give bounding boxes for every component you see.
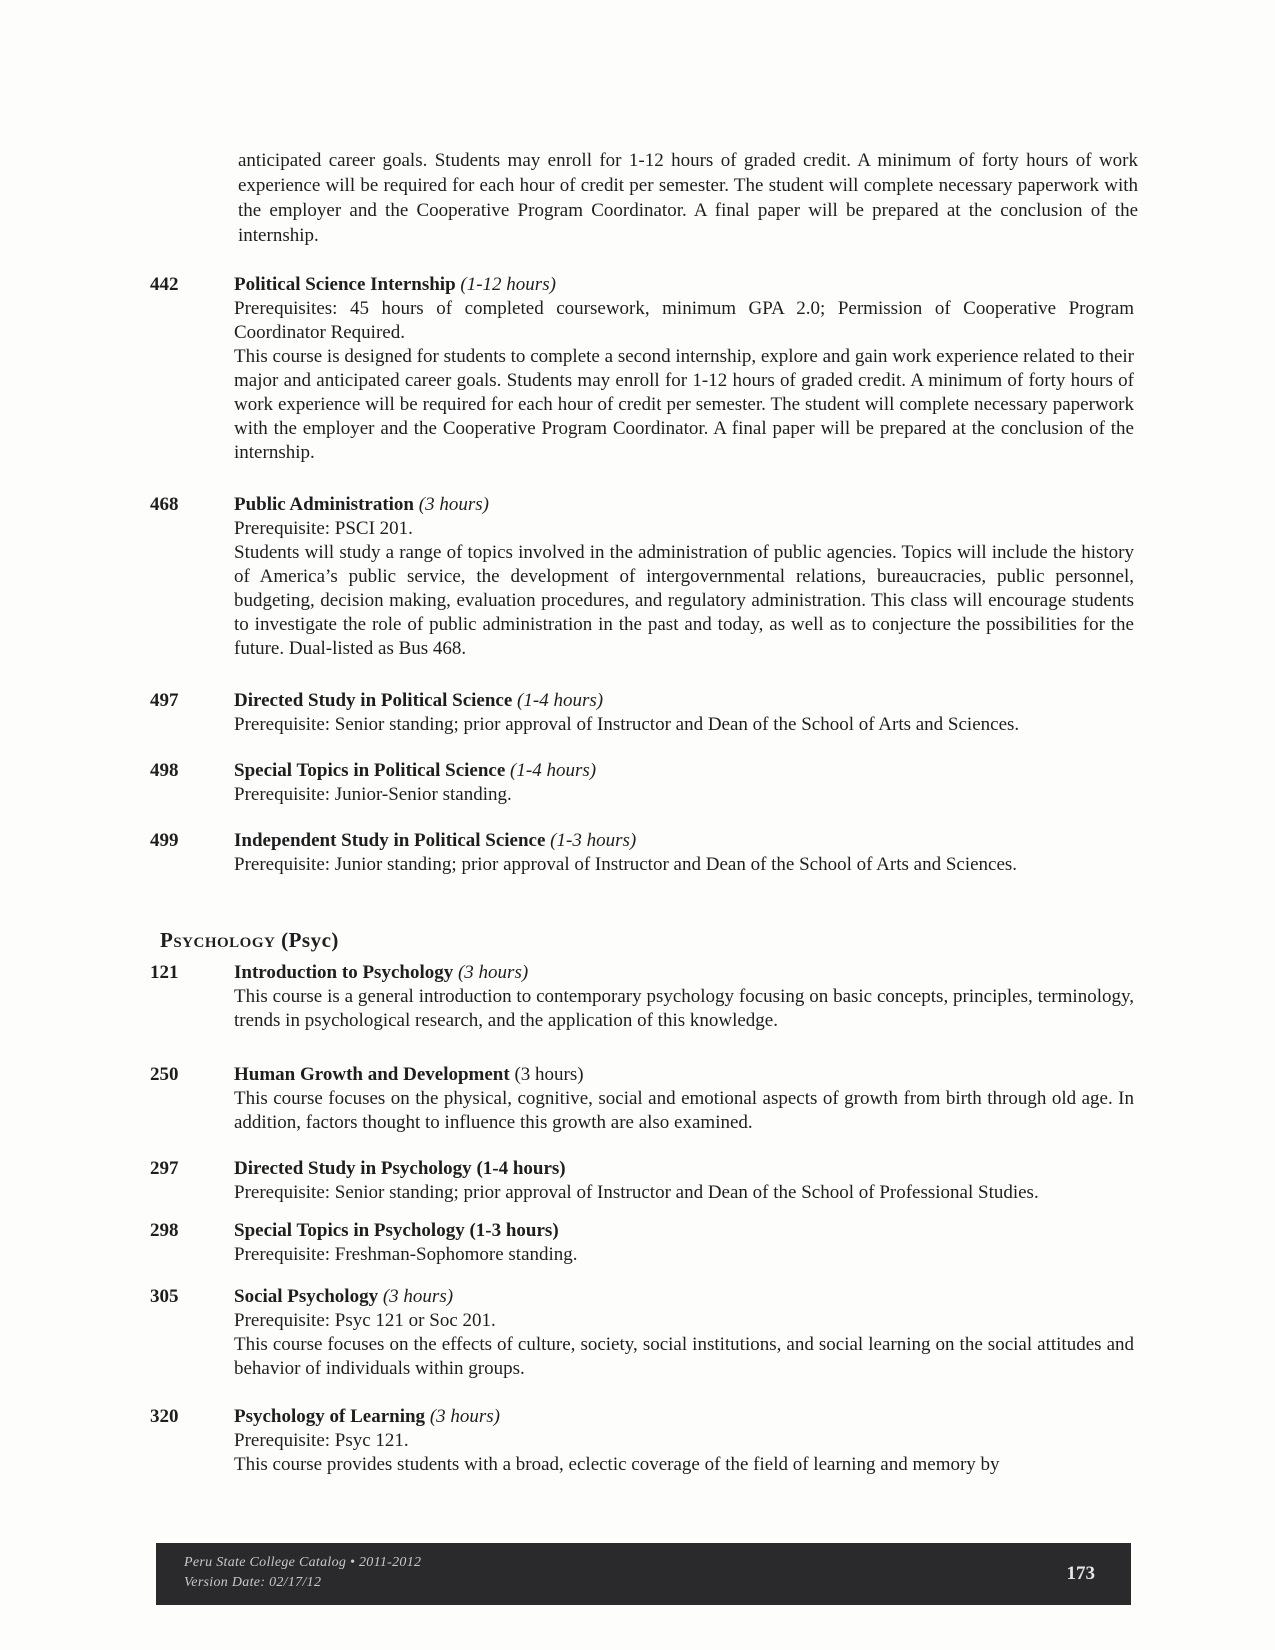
course-title-line — [234, 1218, 1134, 1243]
course-hours: (1-4 hours) — [510, 760, 597, 781]
course-title: Directed Study in Psychology — [234, 1158, 472, 1179]
course-number: 442 — [150, 274, 179, 295]
page-number: 173 — [1066, 1563, 1095, 1584]
course-description: This course focuses on the physical, cognitive, social and emotional aspects of growth from birth through old age. In addition, factors thought to influence this growth are also examined. — [234, 1088, 1134, 1133]
course-title-line — [234, 272, 1134, 297]
course-title: Directed Study in Political Science — [234, 690, 513, 711]
course-title-line — [234, 492, 1134, 517]
course-title: Political Science Internship — [234, 274, 456, 295]
course-hours: (3 hours) — [382, 1286, 454, 1307]
course-number: 468 — [150, 494, 179, 515]
course-title: Public Administration — [234, 494, 414, 515]
footer-version-date: Version Date: 02/17/12 — [184, 1575, 322, 1590]
course-hours: (3 hours) — [457, 962, 529, 983]
course-prereq: Prerequisites: 45 hours of completed coursework, minimum GPA 2.0; Permission of Cooperative Program Coordinator Required. — [234, 298, 1134, 343]
course-title: Special Topics in Psychology — [234, 1220, 465, 1241]
course-hours: (3 hours) — [429, 1406, 501, 1427]
course-title-line — [234, 758, 1134, 783]
course-title-line — [234, 1404, 1134, 1429]
course-title-line — [234, 1156, 1134, 1181]
page-footer — [156, 1543, 1131, 1605]
course-number: 320 — [150, 1406, 179, 1427]
course-hours: (3 hours) — [514, 1064, 584, 1085]
intro-paragraph: anticipated career goals. Students may enroll for 1-12 hours of graded credit. A minimum of forty hours of work experience will be required for each hour of credit per semester. The student will complete necessary paperwork with the employer and the Cooperative Program Coordinator. A final paper will be prepared at the conclusion of the internship. — [238, 150, 1138, 246]
course-hours: (1-4 hours) — [476, 1158, 566, 1179]
course-prereq: Prerequisite: Psyc 121 or Soc 201. — [234, 1310, 496, 1331]
section-title: Psychology — [160, 928, 276, 952]
course-description: This course focuses on the effects of culture, society, social institutions, and social learning on the social attitudes and behavior of individuals within groups. — [234, 1334, 1134, 1379]
course-description: This course provides students with a broad, eclectic coverage of the field of learning and memory by — [234, 1454, 1000, 1475]
course-number: 498 — [150, 760, 179, 781]
course-description: This course is a general introduction to contemporary psychology focusing on basic concepts, principles, terminology, trends in psychological research, and the application of this knowledge. — [234, 986, 1134, 1031]
course-prereq: Prerequisite: PSCI 201. — [234, 518, 413, 539]
course-title-line — [234, 960, 1134, 985]
course-title-line — [234, 1062, 1134, 1087]
course-prereq: Prerequisite: Psyc 121. — [234, 1430, 409, 1451]
course-number: 121 — [150, 962, 179, 983]
course-title: Introduction to Psychology — [234, 962, 454, 983]
course-prereq: Prerequisite: Junior-Senior standing. — [234, 784, 512, 805]
course-hours: (1-4 hours) — [517, 690, 604, 711]
course-number: 305 — [150, 1286, 179, 1307]
course-hours: (1-3 hours) — [469, 1220, 559, 1241]
course-title: Psychology of Learning — [234, 1406, 426, 1427]
course-title: Independent Study in Political Science — [234, 830, 546, 851]
course-prereq: Prerequisite: Senior standing; prior approval of Instructor and Dean of the School of Professional Studies. — [234, 1182, 1039, 1203]
course-number: 499 — [150, 830, 179, 851]
course-hours: (3 hours) — [418, 494, 489, 515]
footer-catalog-title: Peru State College Catalog • 2011-2012 — [184, 1555, 422, 1570]
course-prereq: Prerequisite: Freshman-Sophomore standing. — [234, 1244, 578, 1265]
course-title-line — [234, 688, 1134, 713]
course-title: Human Growth and Development — [234, 1064, 510, 1085]
section-code: (Psyc) — [281, 928, 339, 952]
course-title: Special Topics in Political Science — [234, 760, 506, 781]
course-number: 497 — [150, 690, 179, 711]
course-number: 250 — [150, 1064, 179, 1085]
course-description: This course is designed for students to complete a second internship, explore and gain work experience related to their major and anticipated career goals. Students may enroll for 1-12 hours of graded credit. A minimum of forty hours of work experience will be required for each hour of credit per semester. The student will complete necessary paperwork with the employer and the Cooperative Program Coordinator. A final paper will be prepared at the conclusion of the internship. — [234, 346, 1134, 463]
course-prereq: Prerequisite: Junior standing; prior approval of Instructor and Dean of the School of Arts and Sciences. — [234, 854, 1018, 875]
course-title-line — [234, 828, 1134, 853]
course-number: 297 — [150, 1158, 179, 1179]
course-prereq: Prerequisite: Senior standing; prior approval of Instructor and Dean of the School of Arts and Sciences. — [234, 714, 1020, 735]
course-description: Students will study a range of topics involved in the administration of public agencies. Topics will include the history of America’s public service, the development of intergovernmental relations, bureaucracies, public personnel, budgeting, decision making, evaluation procedures, and regulatory administration. This class will encourage students to investigate the role of public administration in the past and today, as well as to conjecture the possibilities for the future. Dual-listed as Bus 468. — [234, 542, 1134, 659]
course-title-line — [234, 1284, 1134, 1309]
course-title: Social Psychology — [234, 1286, 379, 1307]
course-number: 298 — [150, 1220, 179, 1241]
course-hours: (1-12 hours) — [460, 274, 556, 295]
section-heading — [160, 928, 339, 953]
course-hours: (1-3 hours) — [550, 830, 637, 851]
